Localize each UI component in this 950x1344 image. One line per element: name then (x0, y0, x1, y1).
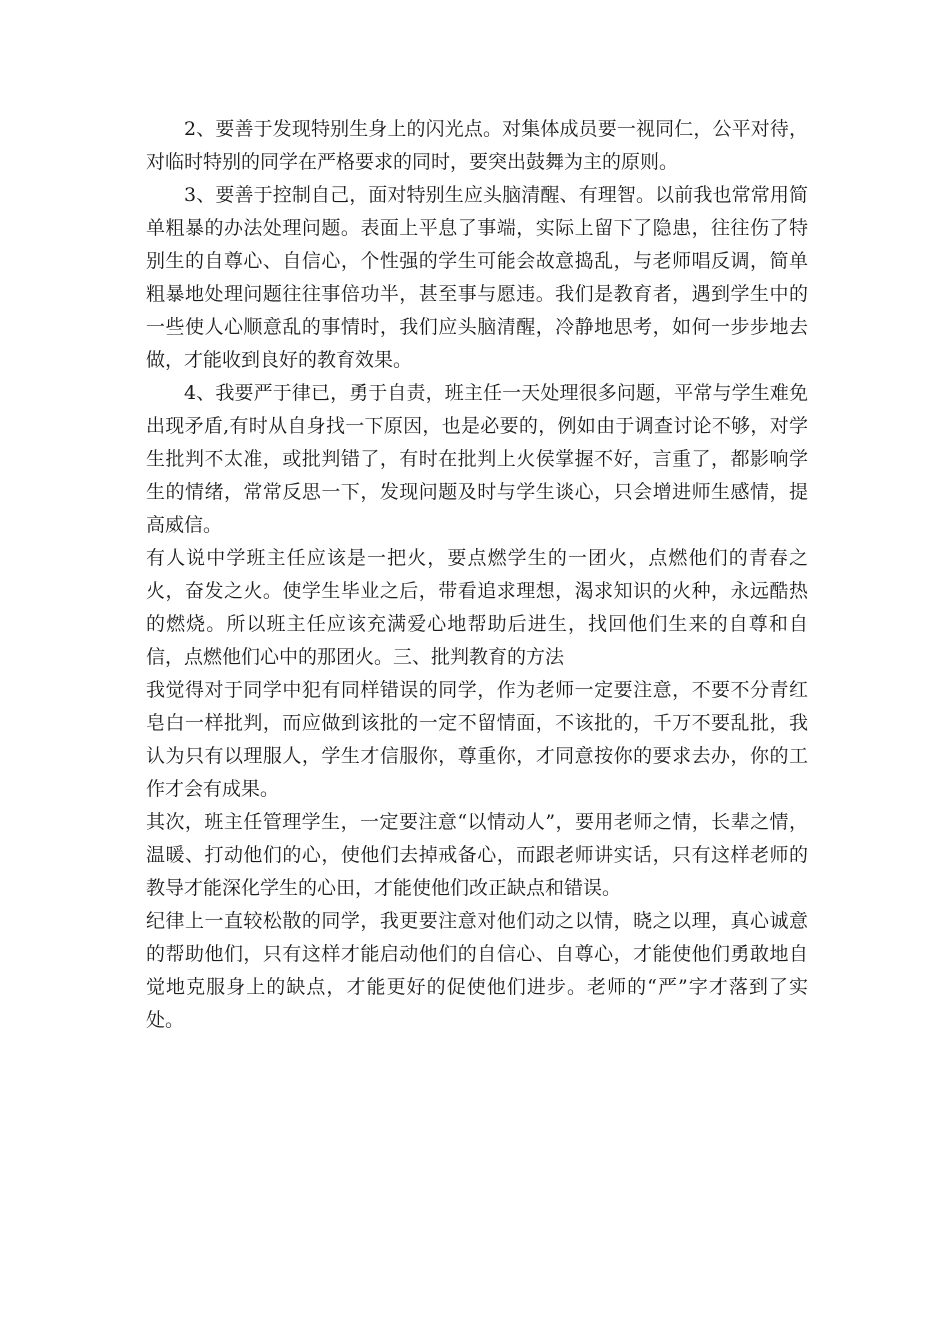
paragraph-point-4: 4、我要严于律已，勇于自责，班主任一天处理很多问题，平常与学生难免出现矛盾,有时从自身找一下原因，也是必要的，例如由于调查讨论不够，对学生批判不太准，或批判错了，有时在批判上火侯掌握不好，言重了，都影响学生的情绪，常常反思一下，发现问题及时与学生谈心，只会增进师生感情，提高威信。 (146, 382, 808, 536)
paragraph-fire-metaphor: 有人说中学班主任应该是一把火，要点燃学生的一团火，点燃他们的青春之火，奋发之火。使学生毕业之后，带看追求理想，渴求知识的火种，永远酷热的燃烧。所以班主任应该充满爱心地帮助后进生，找回他们生来的自尊和自信，点燃他们心中的那团火。三、批判教育的方法 (146, 547, 808, 668)
paragraph-point-3: 3、要善于控制自己，面对特别生应头脑清醒、有理智。以前我也常常用简单粗暴的办法处理问题。表面上平息了事端，实际上留下了隐患，往往伤了特别生的自尊心、自信心，个性强的学生可能会故意捣乱，与老师唱反调，简单粗暴地处理问题往往事倍功半，甚至事与愿违。我们是教育者，遇到学生中的一些使人心顺意乱的事情时，我们应头脑清醒，冷静地思考，如何一步步地去做，才能收到良好的教育效果。 (146, 184, 808, 371)
paragraph-criticism-method: 我觉得对于同学中犯有同样错误的同学，作为老师一定要注意，不要不分青红皂白一样批判，而应做到该批的一定不留情面，不该批的，千万不要乱批，我认为只有以理服人，学生才信服你，尊重你，才同意按你的要求去办，你的工作才会有成果。 (146, 679, 808, 800)
paragraph-point-2: 2、要善于发现特别生身上的闪光点。对集体成员要一视同仁，公平对待，对临时特别的同学在严格要求的同时，要突出鼓舞为主的原则。 (146, 118, 808, 173)
paragraph-discipline: 纪律上一直较松散的同学，我更要注意对他们动之以情，晓之以理，真心诚意的帮助他们，只有这样才能启动他们的自信心、自尊心，才能使他们勇敢地自觉地克服身上的缺点，才能更好的促使他们进步。老师的“严”字才落到了实处。 (146, 910, 808, 1031)
document-body (146, 113, 808, 1037)
paragraph-emotion: 其次，班主任管理学生，一定要注意“以情动人”，要用老师之情，长辈之情，温暖、打动他们的心，使他们去掉戒备心，而跟老师讲实话，只有这样老师的教导才能深化学生的心田，才能使他们改正缺点和错误。 (146, 811, 808, 899)
